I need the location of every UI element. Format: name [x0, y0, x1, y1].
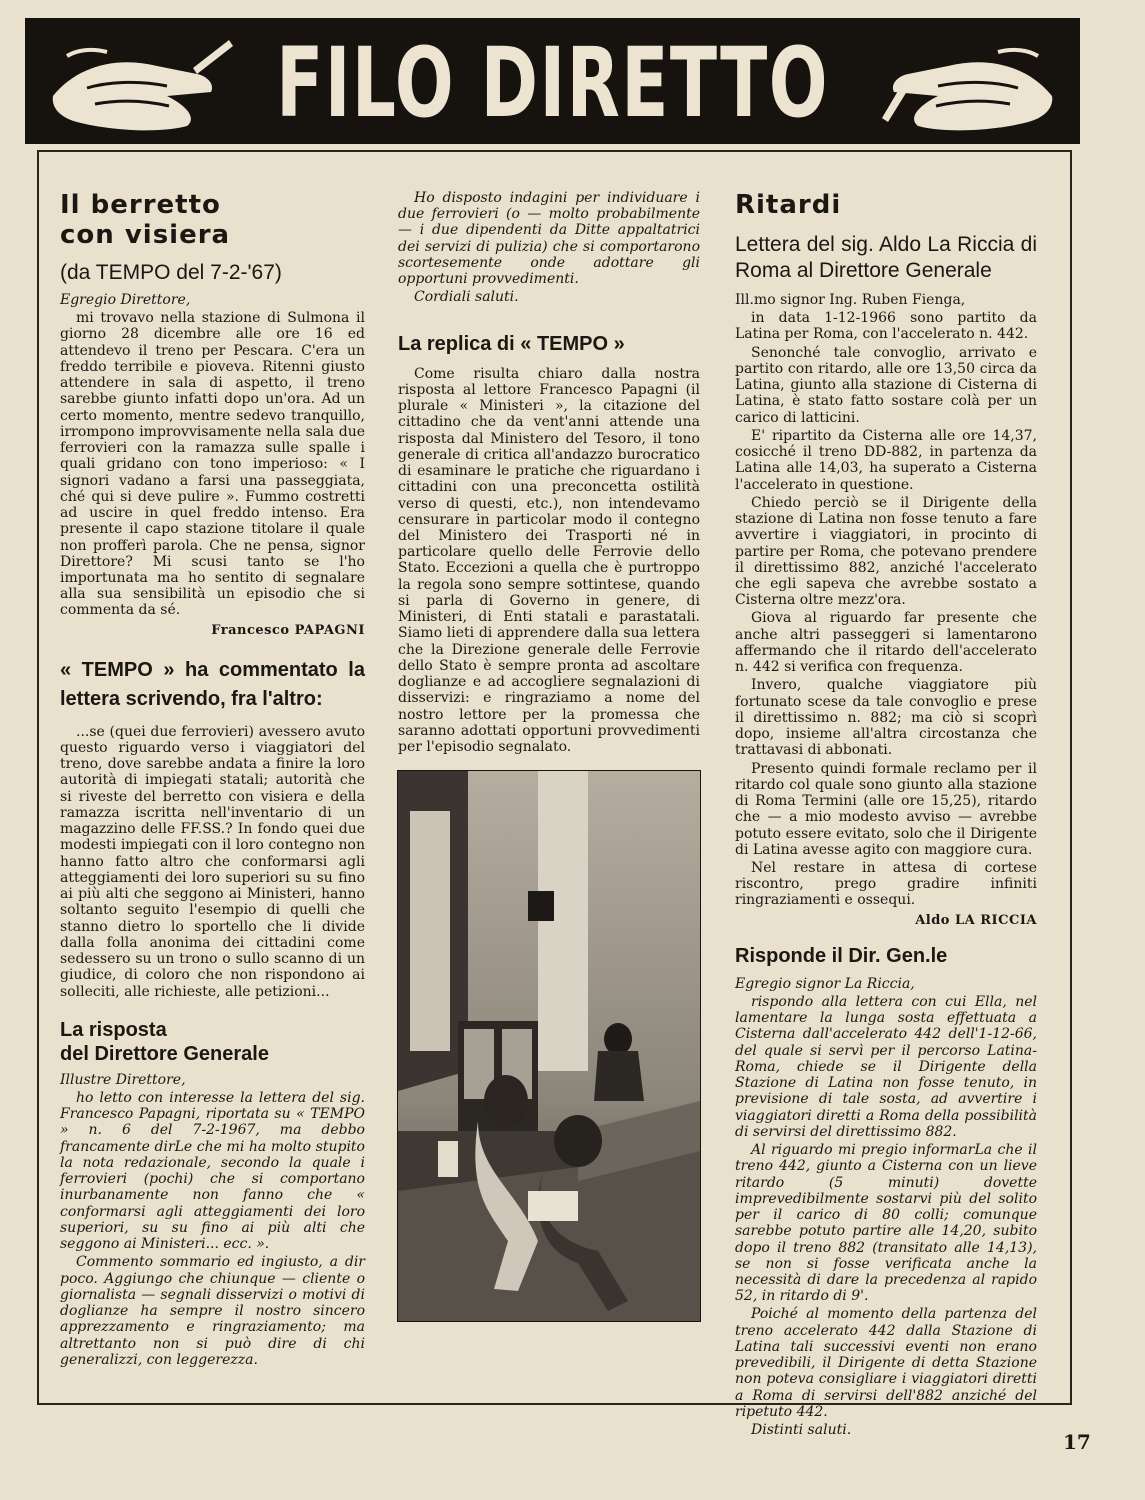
dirgen-paragraph: Al riguardo mi pregio informarLa che il treno 442, giunto a Cisterna con un lieve ritardo (5 minuti) dovette imprevedibilmente sostarvi più del solito per il carico di 80 colli; comunque sarebbe potuto partire alle 14,20, subito dopo il treno 882 (transitato alle 14,13), se non si fosse verificata anche la necessità di dare la precedenza al rapido 52, in ritardo di 9'. [735, 1142, 1037, 1305]
writing-hand-right-icon [868, 26, 1058, 138]
ritardi-paragraph: Giova al riguardo far presente che anche altri passeggeri si lamentarono affermando che il ritardo dell'accelerato n. 442 si verifica con frequenza. [735, 610, 1037, 676]
ritardi-signature: Aldo LA RICCIA [915, 912, 1037, 928]
ritardi-paragraph: Presento quindi formale reclamo per il ritardo col quale sono giunto alla stazione di Roma Termini (alle ore 15,25), ritardo che — a mio modesto avviso — avrebbe potuto essere evitato, solo che il Dirigente di Latina avesse agito con maggiore cura. [735, 760, 1037, 858]
article-title: Il berretto [60, 190, 221, 220]
ritardi-paragraph: in data 1-12-1966 sono partito da Latina per Roma, con l'accelerato n. 442. [735, 310, 1037, 343]
page-number: 17 [1063, 1430, 1091, 1454]
ritardi-paragraph: Senonché tale convoglio, arrivato e partito con ritardo, alle ore 13,50 circa da Latina, giunto alla stazione di Cisterna di Latina, è stato fatto sostare colà per un carico di latticini. [735, 344, 1037, 426]
letter-body: mi trovavo nella stazione di Sulmona il giorno 28 dicembre alle ore 16 ed attendevo il treno per Pescara. C'era un freddo terribile e pioveva. Ritenni giusto attendere in sala di aspetto, il treno sarebbe giunto infatti dopo un'ora. Ad un certo momento, mentre sedevo tranquillo, irrompono improvvisamente nella sala due ferrovieri con la ramazza sulle spalle i quali gridano con tono imperioso: « I signori vadano a farsi una passeggiata, ché qui si deve pulire ». Fummo costretti ad uscire in quel freddo intenso. Era presente il capo stazione titolare il quale non profferì parola. Che ne pensa, signor Direttore? Mi scusi tanto se l'ho importunata ma ho sentito di segnalare alla sua sensibilità un episodio che si commenta da sé. [60, 310, 365, 619]
waiting-room-photo [397, 770, 701, 1322]
ritardi-subtitle: Lettera del sig. Aldo La Riccia di Roma al Direttore Generale [735, 233, 1037, 282]
ritardi-paragraph: E' ripartito da Cisterna alle ore 14,37, cosicché il treno DD-882, in partenza da Latina alle 14,03, ha superato a Cisterna l'accelerato in questione. [735, 427, 1037, 493]
reply-closing: Cordiali saluti. [414, 289, 519, 306]
column-2 [398, 190, 700, 757]
dirgen-paragraph: Poiché al momento della partenza del treno accelerato 442 dalla Stazione di Latina tali successivi eventi non erano prevedibili, il Dirigente di detta Stazione non poteva consigliare i viaggiatori diretti a Roma di servirsi dell'882 anziché del ripetuto 442. [735, 1306, 1037, 1420]
ritardi-paragraph: Invero, qualche viaggiatore più fortunato scese da tale convoglio e prese il direttissimo n. 882; ma ciò si scoprì dopo, insieme all'altra circostanza che trattavasi di abbonati. [735, 677, 1037, 759]
article-title-2: con visiera [60, 220, 231, 250]
replica-heading: La replica di « TEMPO » [398, 332, 625, 355]
ritardi-title: Ritardi [735, 190, 842, 220]
banner-title: FILO DIRETTO [276, 27, 829, 139]
column-1 [60, 190, 365, 1370]
reply-continued: Ho disposto indagini per individuare i due ferrovieri (o — molto probabilmente — i due dipendenti da Ditte appaltatrici dei servizi di pulizia) che si comportarono scortesemente onde adottare gli opportuni provvedimenti. [398, 190, 700, 288]
dirgen-reply-heading: Risponde il Dir. Gen.le [735, 944, 948, 967]
dirgen-paragraph: rispondo alla lettera con cui Ella, nel lamentare la lunga sosta effettuata a Cisterna dall'accelerato 442 dell'1-12-66, del quale si servì per il percorso Latina-Roma, chiede se il Dirigente della Stazione di Latina non fosse tenuto, in previsione di tale sosta, ad avvertire i viaggiatori diretti a Roma della possibilità di servirsi del direttissimo 882. [735, 993, 1037, 1140]
comment-heading: « TEMPO » ha commentato la lettera scrivendo, fra l'altro: [60, 658, 365, 710]
header-banner [25, 18, 1080, 144]
column-3 [735, 190, 1037, 1440]
ritardi-paragraph: Nel restare in attesa di cortese riscontro, prego gradire infiniti ringraziamenti e ossequi. [735, 859, 1037, 909]
comment-body: ...se (quei due ferrovieri) avessero avuto questo riguardo verso i viaggiatori del treno, dove sarebbe andata a finire la loro autorità di impiegati statali; autorità che si riveste del berretto con visiera e della ramazza iscritta nell'inventario di un magazzino delle FF.SS.? In fondo quei due modesti impiegati con il loro contegno non hanno fatto altro che conformarsi agli atteggiamenti dei loro superiori su su fino ai più alti che seggono ai Ministeri, hanno soltanto seguito l'esempio di quelli che stanno dietro lo sportello che li divide dalla folla anonima dei cittadini come sedessero su un trono o sullo scanno di un giudice, di coloro che non rispondono ai solleciti, alle richieste, alle petizioni... [60, 723, 365, 1000]
salutation: Egregio Direttore, [60, 292, 191, 308]
dirgen-closing: Distinti saluti. [751, 1422, 852, 1439]
reply-body-2: Commento sommario ed ingiusto, a dir poco. Aggiungo che chiunque — cliente o giornalista — segnali disservizi o motivi di doglianze ha sempre il nostro sincero apprezzamento e ringraziamento; ma altrettanto non si può dire di chi generalizzi, con leggerezza. [60, 1254, 365, 1368]
photo-illustration [398, 771, 700, 1321]
reply-body: ho letto con interesse la lettera del sig. Francesco Papagni, riportata su « TEMPO » n. 6 del 7-2-1967, ma debbo francamente dirLe che mi ha molto stupito la nota redazionale, secondo la quale i ferrovieri (pochi) che si comportano inurbanamente non fanno che « conformarsi agli atteggiamenti dei loro superiori, su su fino ai più alti che seggono ai Ministeri... ecc. ». [60, 1089, 365, 1253]
ritardi-salutation: Ill.mo signor Ing. Ruben Fienga, [735, 292, 966, 308]
dirgen-salutation: Egregio signor La Riccia, [735, 975, 915, 992]
reply-heading: La risposta [60, 1018, 167, 1041]
reply-heading-2: del Direttore Generale [60, 1042, 269, 1065]
signature: Francesco PAPAGNI [211, 622, 365, 638]
reply-salutation: Illustre Direttore, [60, 1071, 186, 1088]
article-source: (da TEMPO del 7-2-'67) [60, 261, 282, 284]
replica-body: Come risulta chiaro dalla nostra risposta al lettore Francesco Papagni (il plurale « Ministeri », la citazione del cittadino che da vent'anni attende una risposta dal Ministero del Tesoro, il tono generale di critica all'andazzo burocratico di esaminare le pratiche che riguardano i cittadini con una preconcetta ostilità verso di questi, etc.), non intendevamo censurare in particolar modo il contegno del Ministero dei Trasporti né in particolare quello delle Ferrovie dello Stato. Eccezioni a quella che è purtroppo la regola sono sempre sottintese, quando si parla di Governo in genere, di Ministeri, di Enti statali e parastatali. Siamo lieti di apprendere dalla sua lettera che la Direzione generale delle Ferrovie dello Stato è sempre pronta ad ascoltare doglianze e ad accogliere segnalazioni di disservizi: e ringraziamo a nome del nostro lettore per la promessa che saranno adottati opportuni provvedimenti per l'episodio segnalato. [398, 365, 700, 756]
ritardi-paragraph: Chiedo perciò se il Dirigente della stazione di Latina non fosse tenuto a fare avvertire i viaggiatori, in procinto di partire per Roma, che potevano prendere il direttissimo 882, anziché l'accelerato che egli sapeva che avrebbe sostato a Cisterna oltre mezz'ora. [735, 494, 1037, 609]
